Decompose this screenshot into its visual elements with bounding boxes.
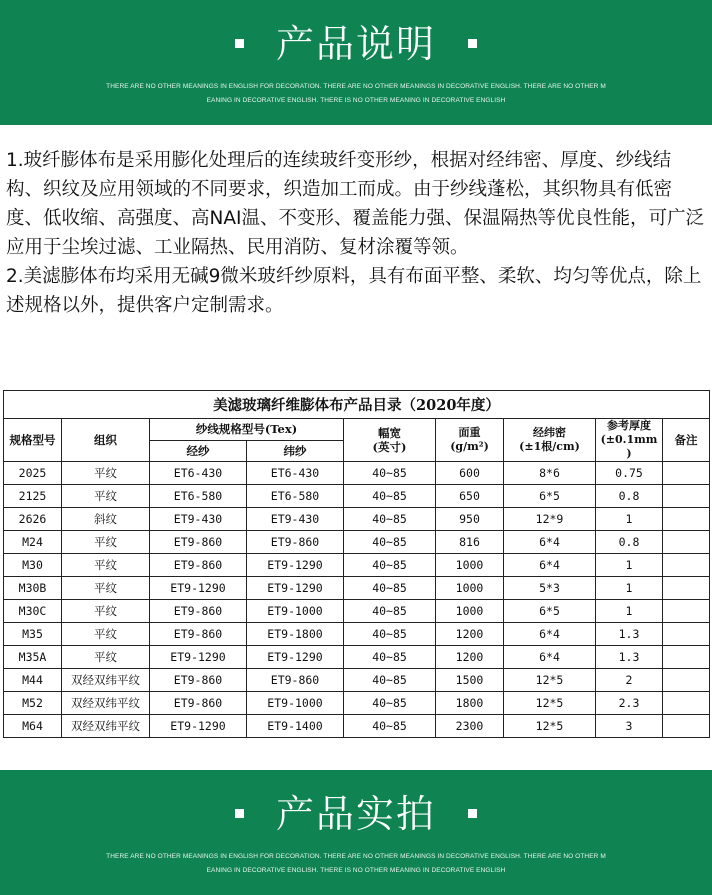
cell-width: 40~85: [344, 692, 436, 715]
banner-title: 产品说明: [275, 22, 436, 66]
table-row: [4, 577, 710, 600]
cell-weight: 1200: [436, 646, 504, 669]
banner-subtitle-line1: THERE ARE NO OTHER MEANINGS IN ENGLISH FOR DECORATION. THERE ARE NO OTHER MEANINGS IN DECORATIVE ENGLISH. THERE ARE NO OTHER M: [106, 83, 606, 90]
banner-subtitle-line2: EANING IN DECORATIVE ENGLISH. THERE IS NO OTHER MEANING IN DECORATIVE ENGLISH: [206, 97, 506, 104]
description-paragraph-2: 2.美滤膨体布均采用无碱9微米玻纤纱原料，具有布面平整、柔软、均匀等优点，除上述规格以外，提供客户定制需求。: [6, 266, 702, 316]
banner-product-description: [0, 0, 712, 125]
cell-weight: 1000: [436, 554, 504, 577]
cell-model: 2025: [4, 462, 62, 485]
product-catalog-table-wrapper: [3, 390, 709, 738]
header-density: 经纬密 (±1根/cm): [504, 419, 596, 462]
cell-width: 40~85: [344, 462, 436, 485]
cell-weight: 1500: [436, 669, 504, 692]
product-description: [6, 146, 706, 320]
cell-warp: ET9-860: [150, 600, 247, 623]
cell-weft: ET9-1000: [247, 692, 344, 715]
banner-title: 产品实拍: [275, 792, 436, 836]
cell-density: 6*5: [504, 485, 596, 508]
cell-weft: ET9-1000: [247, 600, 344, 623]
cell-weight: 816: [436, 531, 504, 554]
table-row: [4, 715, 710, 738]
banner-title-row: [0, 18, 712, 70]
cell-weft: ET6-580: [247, 485, 344, 508]
cell-weight: 600: [436, 462, 504, 485]
cell-density: 12*5: [504, 692, 596, 715]
cell-thickness: 1.3: [596, 623, 663, 646]
cell-width: 40~85: [344, 485, 436, 508]
cell-width: 40~85: [344, 531, 436, 554]
cell-weight: 1000: [436, 600, 504, 623]
header-model: 规格型号: [4, 419, 62, 462]
cell-weave: 平纹: [62, 577, 150, 600]
cell-weft: ET9-860: [247, 531, 344, 554]
cell-density: 6*4: [504, 646, 596, 669]
cell-width: 40~85: [344, 715, 436, 738]
cell-weave: 平纹: [62, 623, 150, 646]
cell-thickness: 3: [596, 715, 663, 738]
cell-thickness: 1: [596, 508, 663, 531]
banner-title-row: [0, 788, 712, 840]
header-yarn-spec: 纱线规格型号(Tex): [150, 419, 344, 441]
cell-weight: 950: [436, 508, 504, 531]
cell-model: 2626: [4, 508, 62, 531]
cell-weave: 平纹: [62, 531, 150, 554]
cell-model: M35A: [4, 646, 62, 669]
cell-weight: 650: [436, 485, 504, 508]
cell-remarks: [663, 485, 710, 508]
cell-width: 40~85: [344, 508, 436, 531]
cell-thickness: 0.8: [596, 485, 663, 508]
cell-model: M30B: [4, 577, 62, 600]
cell-weft: ET9-430: [247, 508, 344, 531]
cell-density: 6*4: [504, 531, 596, 554]
cell-density: 6*5: [504, 600, 596, 623]
cell-density: 6*4: [504, 623, 596, 646]
cell-width: 40~85: [344, 623, 436, 646]
cell-warp: ET6-430: [150, 462, 247, 485]
table-row: [4, 623, 710, 646]
cell-density: 12*5: [504, 669, 596, 692]
cell-warp: ET9-860: [150, 554, 247, 577]
cell-width: 40~85: [344, 669, 436, 692]
cell-width: 40~85: [344, 577, 436, 600]
cell-weave: 平纹: [62, 646, 150, 669]
cell-weight: 1200: [436, 623, 504, 646]
square-bullet-icon: [235, 809, 244, 818]
cell-weft: ET9-860: [247, 669, 344, 692]
cell-remarks: [663, 669, 710, 692]
square-bullet-icon: [235, 39, 244, 48]
cell-remarks: [663, 715, 710, 738]
cell-width: 40~85: [344, 554, 436, 577]
cell-weft: ET9-1290: [247, 646, 344, 669]
cell-thickness: 1: [596, 554, 663, 577]
cell-weight: 1000: [436, 577, 504, 600]
cell-weave: 双经双纬平纹: [62, 669, 150, 692]
cell-model: 2125: [4, 485, 62, 508]
header-width: 幅宽 (英寸): [344, 419, 436, 462]
product-catalog-table: [3, 390, 710, 738]
cell-weft: ET9-1290: [247, 577, 344, 600]
cell-remarks: [663, 531, 710, 554]
cell-weight: 1800: [436, 692, 504, 715]
header-weft: 纬纱: [247, 440, 344, 462]
cell-weft: ET9-1290: [247, 554, 344, 577]
cell-thickness: 1.3: [596, 646, 663, 669]
cell-weave: 双经双纬平纹: [62, 692, 150, 715]
cell-thickness: 2.3: [596, 692, 663, 715]
cell-weave: 双经双纬平纹: [62, 715, 150, 738]
cell-density: 8*6: [504, 462, 596, 485]
cell-warp: ET9-860: [150, 669, 247, 692]
cell-remarks: [663, 646, 710, 669]
cell-weave: 平纹: [62, 485, 150, 508]
cell-model: M64: [4, 715, 62, 738]
table-row: [4, 554, 710, 577]
cell-warp: ET9-860: [150, 531, 247, 554]
table-row: [4, 669, 710, 692]
table-row: [4, 646, 710, 669]
cell-model: M44: [4, 669, 62, 692]
header-weave: 组织: [62, 419, 150, 462]
cell-warp: ET6-580: [150, 485, 247, 508]
cell-density: 12*9: [504, 508, 596, 531]
table-row: [4, 508, 710, 531]
cell-remarks: [663, 508, 710, 531]
banner-product-photos: [0, 770, 712, 895]
cell-density: 12*5: [504, 715, 596, 738]
cell-remarks: [663, 577, 710, 600]
cell-weft: ET9-1800: [247, 623, 344, 646]
cell-weave: 斜纹: [62, 508, 150, 531]
table-title: 美滤玻璃纤维膨体布产品目录（2020年度）: [4, 391, 710, 419]
cell-warp: ET9-1290: [150, 646, 247, 669]
cell-thickness: 1: [596, 600, 663, 623]
table-body: [4, 462, 710, 738]
cell-model: M52: [4, 692, 62, 715]
cell-model: M30: [4, 554, 62, 577]
banner-subtitle-line2: EANING IN DECORATIVE ENGLISH. THERE IS NO OTHER MEANING IN DECORATIVE ENGLISH: [206, 867, 506, 874]
cell-density: 5*3: [504, 577, 596, 600]
header-weight: 面重 (g/m²): [436, 419, 504, 462]
cell-warp: ET9-1290: [150, 577, 247, 600]
cell-weight: 2300: [436, 715, 504, 738]
cell-remarks: [663, 692, 710, 715]
table-row: [4, 600, 710, 623]
cell-thickness: 0.8: [596, 531, 663, 554]
cell-remarks: [663, 462, 710, 485]
cell-thickness: 0.75: [596, 462, 663, 485]
cell-weave: 平纹: [62, 600, 150, 623]
square-bullet-icon: [468, 39, 477, 48]
cell-thickness: 1: [596, 577, 663, 600]
cell-density: 6*4: [504, 554, 596, 577]
cell-weave: 平纹: [62, 554, 150, 577]
cell-model: M24: [4, 531, 62, 554]
square-bullet-icon: [468, 809, 477, 818]
cell-warp: ET9-1290: [150, 715, 247, 738]
cell-warp: ET9-860: [150, 623, 247, 646]
cell-model: M35: [4, 623, 62, 646]
cell-remarks: [663, 600, 710, 623]
cell-width: 40~85: [344, 646, 436, 669]
cell-width: 40~85: [344, 600, 436, 623]
cell-warp: ET9-430: [150, 508, 247, 531]
cell-model: M30C: [4, 600, 62, 623]
banner-subtitle-line1: THERE ARE NO OTHER MEANINGS IN ENGLISH FOR DECORATION. THERE ARE NO OTHER MEANINGS IN DECORATIVE ENGLISH. THERE ARE NO OTHER M: [106, 853, 606, 860]
table-row: [4, 692, 710, 715]
cell-thickness: 2: [596, 669, 663, 692]
cell-remarks: [663, 623, 710, 646]
description-paragraph-1: 1.玻纤膨体布是采用膨化处理后的连续玻纤变形纱，根据对经纬密、厚度、纱线结构、织纹及应用领域的不同要求，织造加工而成。由于纱线蓬松，其织物具有低密度、低收缩、高强度、高NAI温、不变形、覆盖能力强、保温隔热等优良性能，可广泛应用于尘埃过滤、工业隔热、民用消防、复材涂覆等领。: [6, 150, 704, 258]
cell-warp: ET9-860: [150, 692, 247, 715]
cell-weft: ET9-1400: [247, 715, 344, 738]
table-row: [4, 531, 710, 554]
cell-weave: 平纹: [62, 462, 150, 485]
table-row: [4, 462, 710, 485]
header-remarks: 备注: [663, 419, 710, 462]
table-row: [4, 485, 710, 508]
cell-remarks: [663, 554, 710, 577]
header-thickness: 参考厚度 (±0.1mm ): [596, 419, 663, 462]
cell-weft: ET6-430: [247, 462, 344, 485]
header-warp: 经纱: [150, 440, 247, 462]
